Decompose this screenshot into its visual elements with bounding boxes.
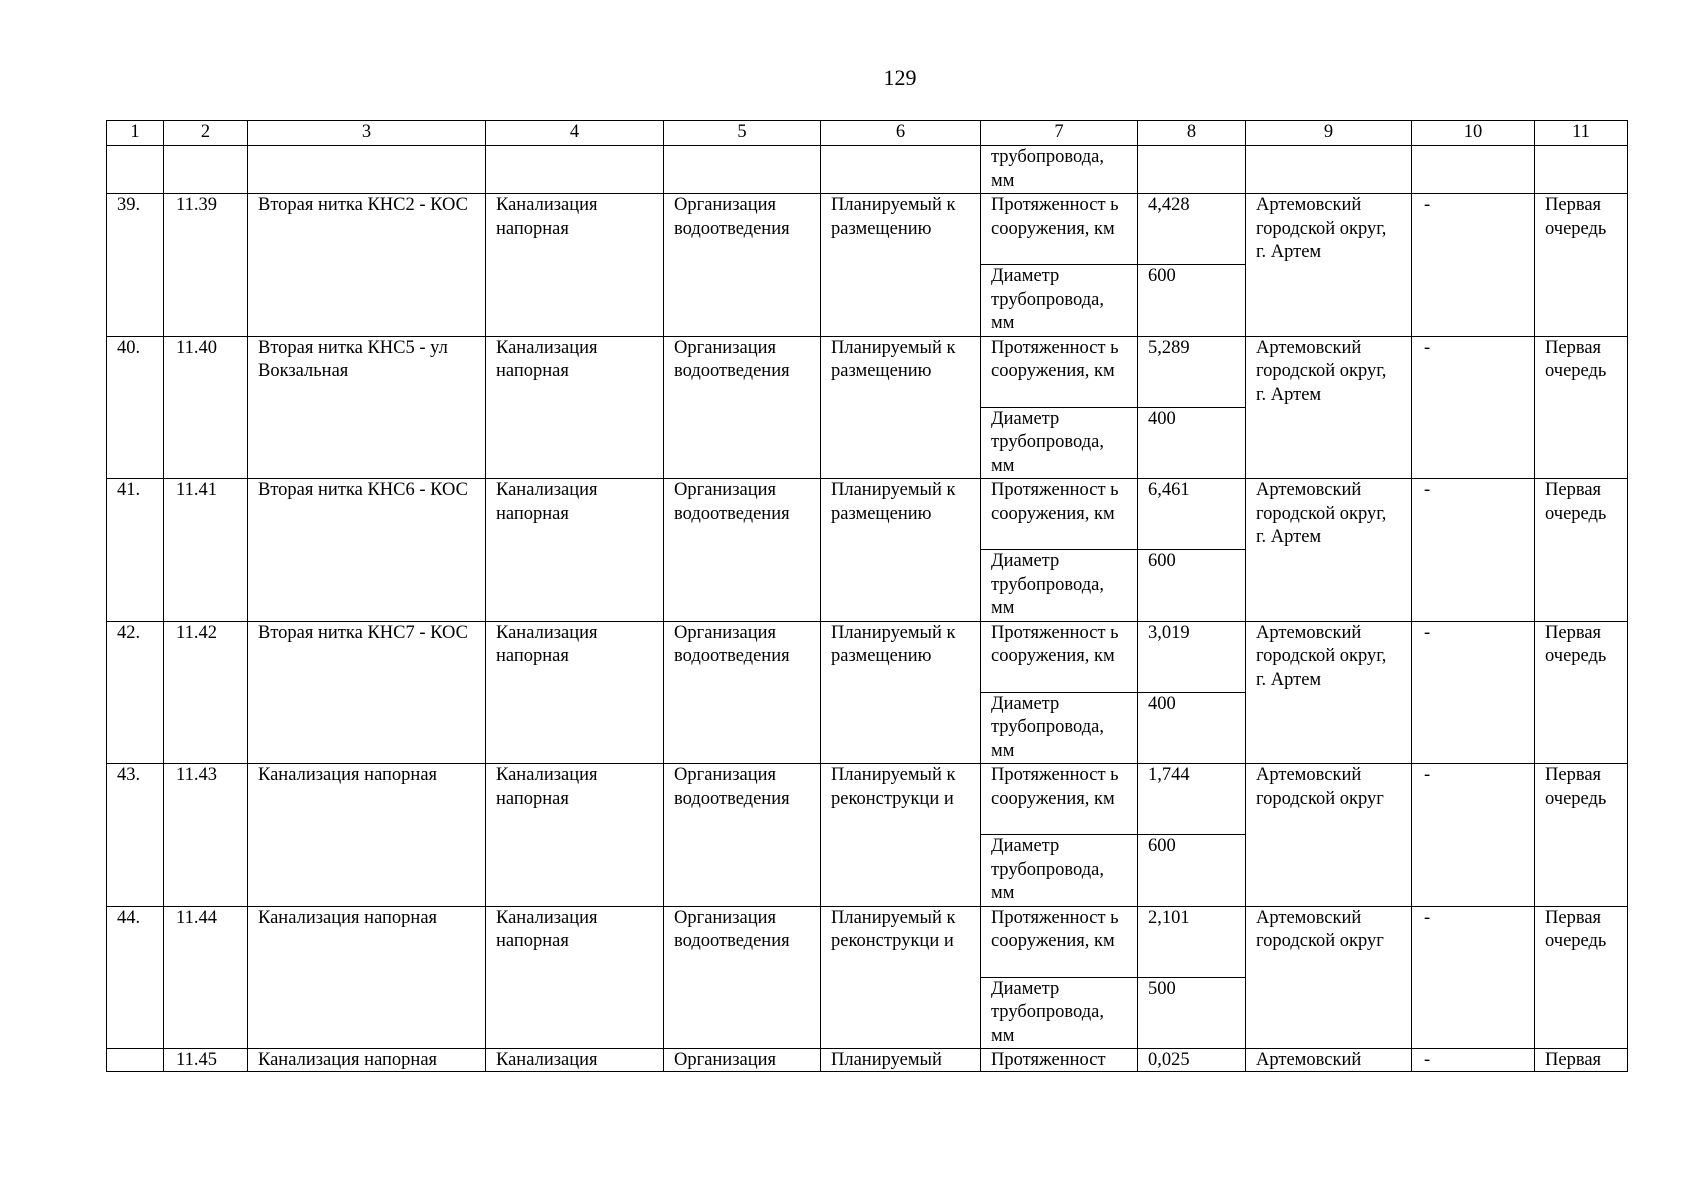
param-value: 4,428 [1138, 194, 1246, 265]
param-name: Протяженност ь сооружения, км [981, 194, 1138, 265]
object-status: Планируемый к размещению [821, 194, 981, 337]
param-name: Протяженност [981, 1049, 1138, 1072]
param-value: 3,019 [1138, 621, 1246, 692]
param-value: 600 [1138, 550, 1246, 622]
object-code: 11.42 [164, 621, 248, 764]
object-code: 11.39 [164, 194, 248, 337]
row-number: 42. [107, 621, 164, 764]
location: Артемовский городской округ [1246, 764, 1412, 907]
stage: Первая очередь [1535, 621, 1628, 764]
object-type: Канализация [486, 1049, 664, 1072]
param-value: 600 [1138, 835, 1246, 907]
column-header: 6 [821, 121, 981, 146]
object-name: Вторая нитка КНС6 - КОС [248, 479, 486, 622]
object-name: Вторая нитка КНС7 - КОС [248, 621, 486, 764]
stage: Первая очередь [1535, 764, 1628, 907]
param-value: 500 [1138, 977, 1246, 1049]
column-header: 7 [981, 121, 1138, 146]
column-header: 2 [164, 121, 248, 146]
object-type: Канализация напорная [486, 479, 664, 622]
param-name: Протяженност ь сооружения, км [981, 764, 1138, 835]
data-table [106, 120, 1628, 1072]
column-header: 1 [107, 121, 164, 146]
location: Артемовский городской округ, г. Артем [1246, 336, 1412, 479]
table-row [107, 621, 1628, 692]
object-purpose: Организация водоотведения [664, 906, 821, 1049]
zone: - [1412, 479, 1535, 622]
object-type: Канализация напорная [486, 621, 664, 764]
param-name: Протяженност ь сооружения, км [981, 906, 1138, 977]
object-name: Канализация напорная [248, 906, 486, 1049]
param-cell: трубопровода, мм [981, 146, 1138, 194]
param-value: 400 [1138, 692, 1246, 764]
object-purpose: Организация водоотведения [664, 194, 821, 337]
object-status: Планируемый к реконструкци и [821, 906, 981, 1049]
row-number: 43. [107, 764, 164, 907]
row-number: 39. [107, 194, 164, 337]
row-number: 40. [107, 336, 164, 479]
column-header: 8 [1138, 121, 1246, 146]
object-name: Канализация напорная [248, 1049, 486, 1072]
object-code: 11.45 [164, 1049, 248, 1072]
stage: Первая очередь [1535, 194, 1628, 337]
param-value: 400 [1138, 407, 1246, 479]
location: Артемовский городской округ, г. Артем [1246, 621, 1412, 764]
table-row [107, 336, 1628, 407]
table-row [107, 479, 1628, 550]
param-value: 6,461 [1138, 479, 1246, 550]
zone: - [1412, 336, 1535, 479]
stage: Первая очередь [1535, 336, 1628, 479]
row-number [107, 1049, 164, 1072]
zone: - [1412, 1049, 1535, 1072]
object-name: Канализация напорная [248, 764, 486, 907]
param-name: Диаметр трубопровода, мм [981, 692, 1138, 764]
table-row [107, 906, 1628, 977]
zone: - [1412, 621, 1535, 764]
location: Артемовский городской округ [1246, 906, 1412, 1049]
object-code: 11.40 [164, 336, 248, 479]
row-number: 41. [107, 479, 164, 622]
object-status: Планируемый к реконструкци и [821, 764, 981, 907]
param-value: 5,289 [1138, 336, 1246, 407]
object-code: 11.41 [164, 479, 248, 622]
zone: - [1412, 764, 1535, 907]
object-status: Планируемый к размещению [821, 336, 981, 479]
param-value: 1,744 [1138, 764, 1246, 835]
object-type: Канализация напорная [486, 764, 664, 907]
page-number: 129 [883, 65, 917, 90]
param-name: Протяженност ь сооружения, км [981, 621, 1138, 692]
object-status: Планируемый к размещению [821, 621, 981, 764]
location: Артемовский [1246, 1049, 1412, 1072]
object-code: 11.43 [164, 764, 248, 907]
zone: - [1412, 906, 1535, 1049]
table-row [107, 764, 1628, 835]
table-row [107, 1049, 1628, 1072]
object-purpose: Организация [664, 1049, 821, 1072]
stage: Первая очередь [1535, 906, 1628, 1049]
row-number: 44. [107, 906, 164, 1049]
location: Артемовский городской округ, г. Артем [1246, 479, 1412, 622]
param-name: Диаметр трубопровода, мм [981, 550, 1138, 622]
object-name: Вторая нитка КНС5 - ул Вокзальная [248, 336, 486, 479]
param-value: 600 [1138, 265, 1246, 337]
param-name: Диаметр трубопровода, мм [981, 407, 1138, 479]
stage: Первая очередь [1535, 479, 1628, 622]
object-purpose: Организация водоотведения [664, 336, 821, 479]
param-value: 2,101 [1138, 906, 1246, 977]
location: Артемовский городской округ, г. Артем [1246, 194, 1412, 337]
object-type: Канализация напорная [486, 906, 664, 1049]
param-name: Протяженност ь сооружения, км [981, 336, 1138, 407]
column-header: 10 [1412, 121, 1535, 146]
object-status: Планируемый к размещению [821, 479, 981, 622]
zone: - [1412, 194, 1535, 337]
param-name: Протяженност ь сооружения, км [981, 479, 1138, 550]
table-row [107, 194, 1628, 265]
header-row [107, 121, 1628, 146]
column-header: 3 [248, 121, 486, 146]
object-purpose: Организация водоотведения [664, 621, 821, 764]
object-purpose: Организация водоотведения [664, 479, 821, 622]
param-value: 0,025 [1138, 1049, 1246, 1072]
column-header: 9 [1246, 121, 1412, 146]
object-status: Планируемый [821, 1049, 981, 1072]
param-name: Диаметр трубопровода, мм [981, 265, 1138, 337]
stage: Первая [1535, 1049, 1628, 1072]
param-name: Диаметр трубопровода, мм [981, 977, 1138, 1049]
object-name: Вторая нитка КНС2 - КОС [248, 194, 486, 337]
object-type: Канализация напорная [486, 336, 664, 479]
object-code: 11.44 [164, 906, 248, 1049]
column-header: 5 [664, 121, 821, 146]
object-type: Канализация напорная [486, 194, 664, 337]
column-header: 11 [1535, 121, 1628, 146]
param-name: Диаметр трубопровода, мм [981, 835, 1138, 907]
column-header: 4 [486, 121, 664, 146]
continued-row [107, 146, 1628, 194]
object-purpose: Организация водоотведения [664, 764, 821, 907]
